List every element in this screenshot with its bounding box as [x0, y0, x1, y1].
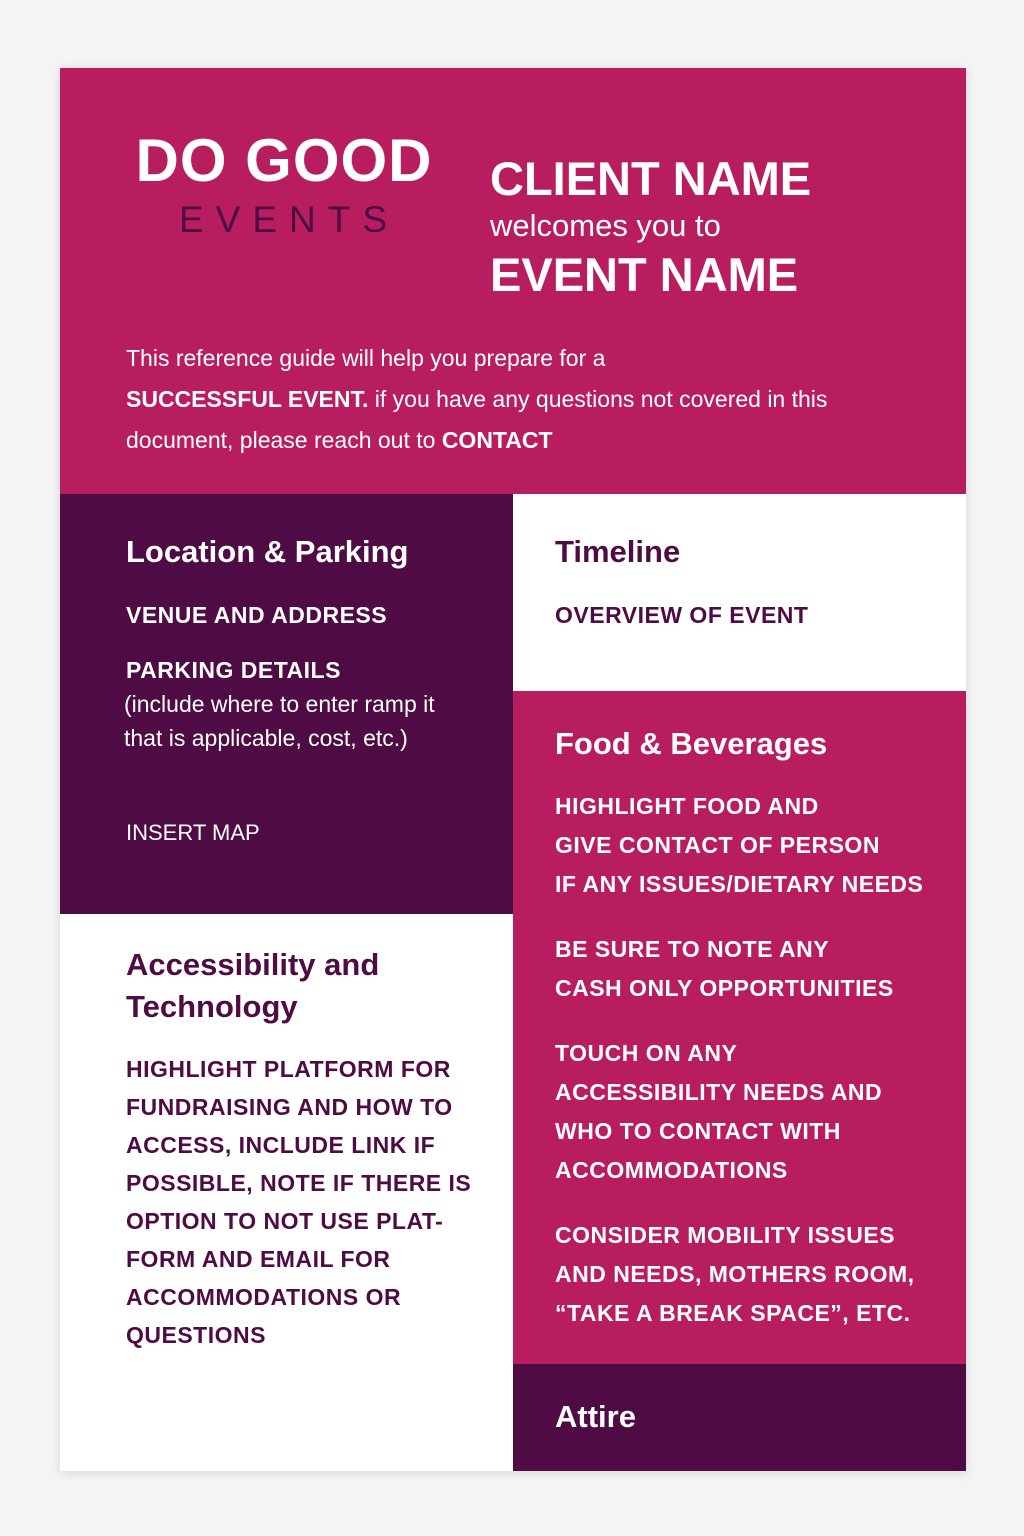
- food-item: HIGHLIGHT FOOD AND GIVE CONTACT OF PERSON IF ANY ISSUES/DIETARY NEEDS: [555, 793, 924, 897]
- accessibility-technology-section: [60, 914, 513, 1471]
- location-parking-section: [60, 494, 513, 914]
- venue-address: VENUE AND ADDRESS: [126, 602, 388, 628]
- timeline-section: [513, 494, 966, 691]
- logo-line-2: EVENTS: [178, 199, 400, 240]
- timeline-title: Timeline: [555, 534, 681, 569]
- event-name: EVENT NAME: [490, 248, 799, 301]
- event-guide-page: [60, 68, 966, 1471]
- food-beverages-section: [513, 691, 966, 1364]
- intro-paragraph: [126, 338, 906, 461]
- intro-bold-contact: CONTACT: [441, 427, 553, 453]
- welcome-block: [490, 152, 950, 304]
- location-title: Location & Parking: [126, 534, 409, 569]
- intro-text-2: if you have any questions not covered in this document, please reach out to: [126, 386, 828, 453]
- intro-bold-successful: SUCCESSFUL EVENT.: [126, 386, 369, 412]
- intro-text-1: This reference guide will help you prepare for a: [126, 345, 606, 371]
- timeline-overview: OVERVIEW OF EVENT: [555, 602, 809, 628]
- header-banner: [60, 68, 966, 494]
- attire-title: Attire: [555, 1399, 636, 1434]
- client-name: CLIENT NAME: [490, 152, 812, 205]
- attire-section: [513, 1364, 966, 1471]
- food-list: [555, 787, 955, 1359]
- food-title: Food & Beverages: [555, 726, 828, 761]
- food-item: TOUCH ON ANY ACCESSIBILITY NEEDS AND WHO TO CONTACT WITH ACCOMMODATIONS: [555, 1040, 883, 1183]
- accessibility-text: HIGHLIGHT PLATFORM FOR FUNDRAISING AND HOW TO ACCESS, INCLUDE LINK IF POSSIBLE, NOTE IF THERE IS OPTION TO NOT USE PLAT-FORM AND EMAIL FOR ACCOMMODATIONS OR QUESTIONS: [126, 1056, 472, 1348]
- parking-note: (include where to enter ramp it that is applicable, cost, etc.): [124, 691, 435, 751]
- accessibility-title: Accessibility and Technology: [126, 947, 380, 1024]
- do-good-events-logo: [124, 127, 444, 242]
- food-item: BE SURE TO NOTE ANY CASH ONLY OPPORTUNITIES: [555, 936, 894, 1001]
- food-item: CONSIDER MOBILITY ISSUES AND NEEDS, MOTHERS ROOM, “TAKE A BREAK SPACE”, ETC.: [555, 1222, 915, 1326]
- parking-heading: PARKING DETAILS: [126, 657, 341, 683]
- insert-map-placeholder: INSERT MAP: [126, 820, 260, 845]
- welcome-line: welcomes you to: [490, 208, 721, 243]
- logo-line-1: DO GOOD: [135, 127, 433, 194]
